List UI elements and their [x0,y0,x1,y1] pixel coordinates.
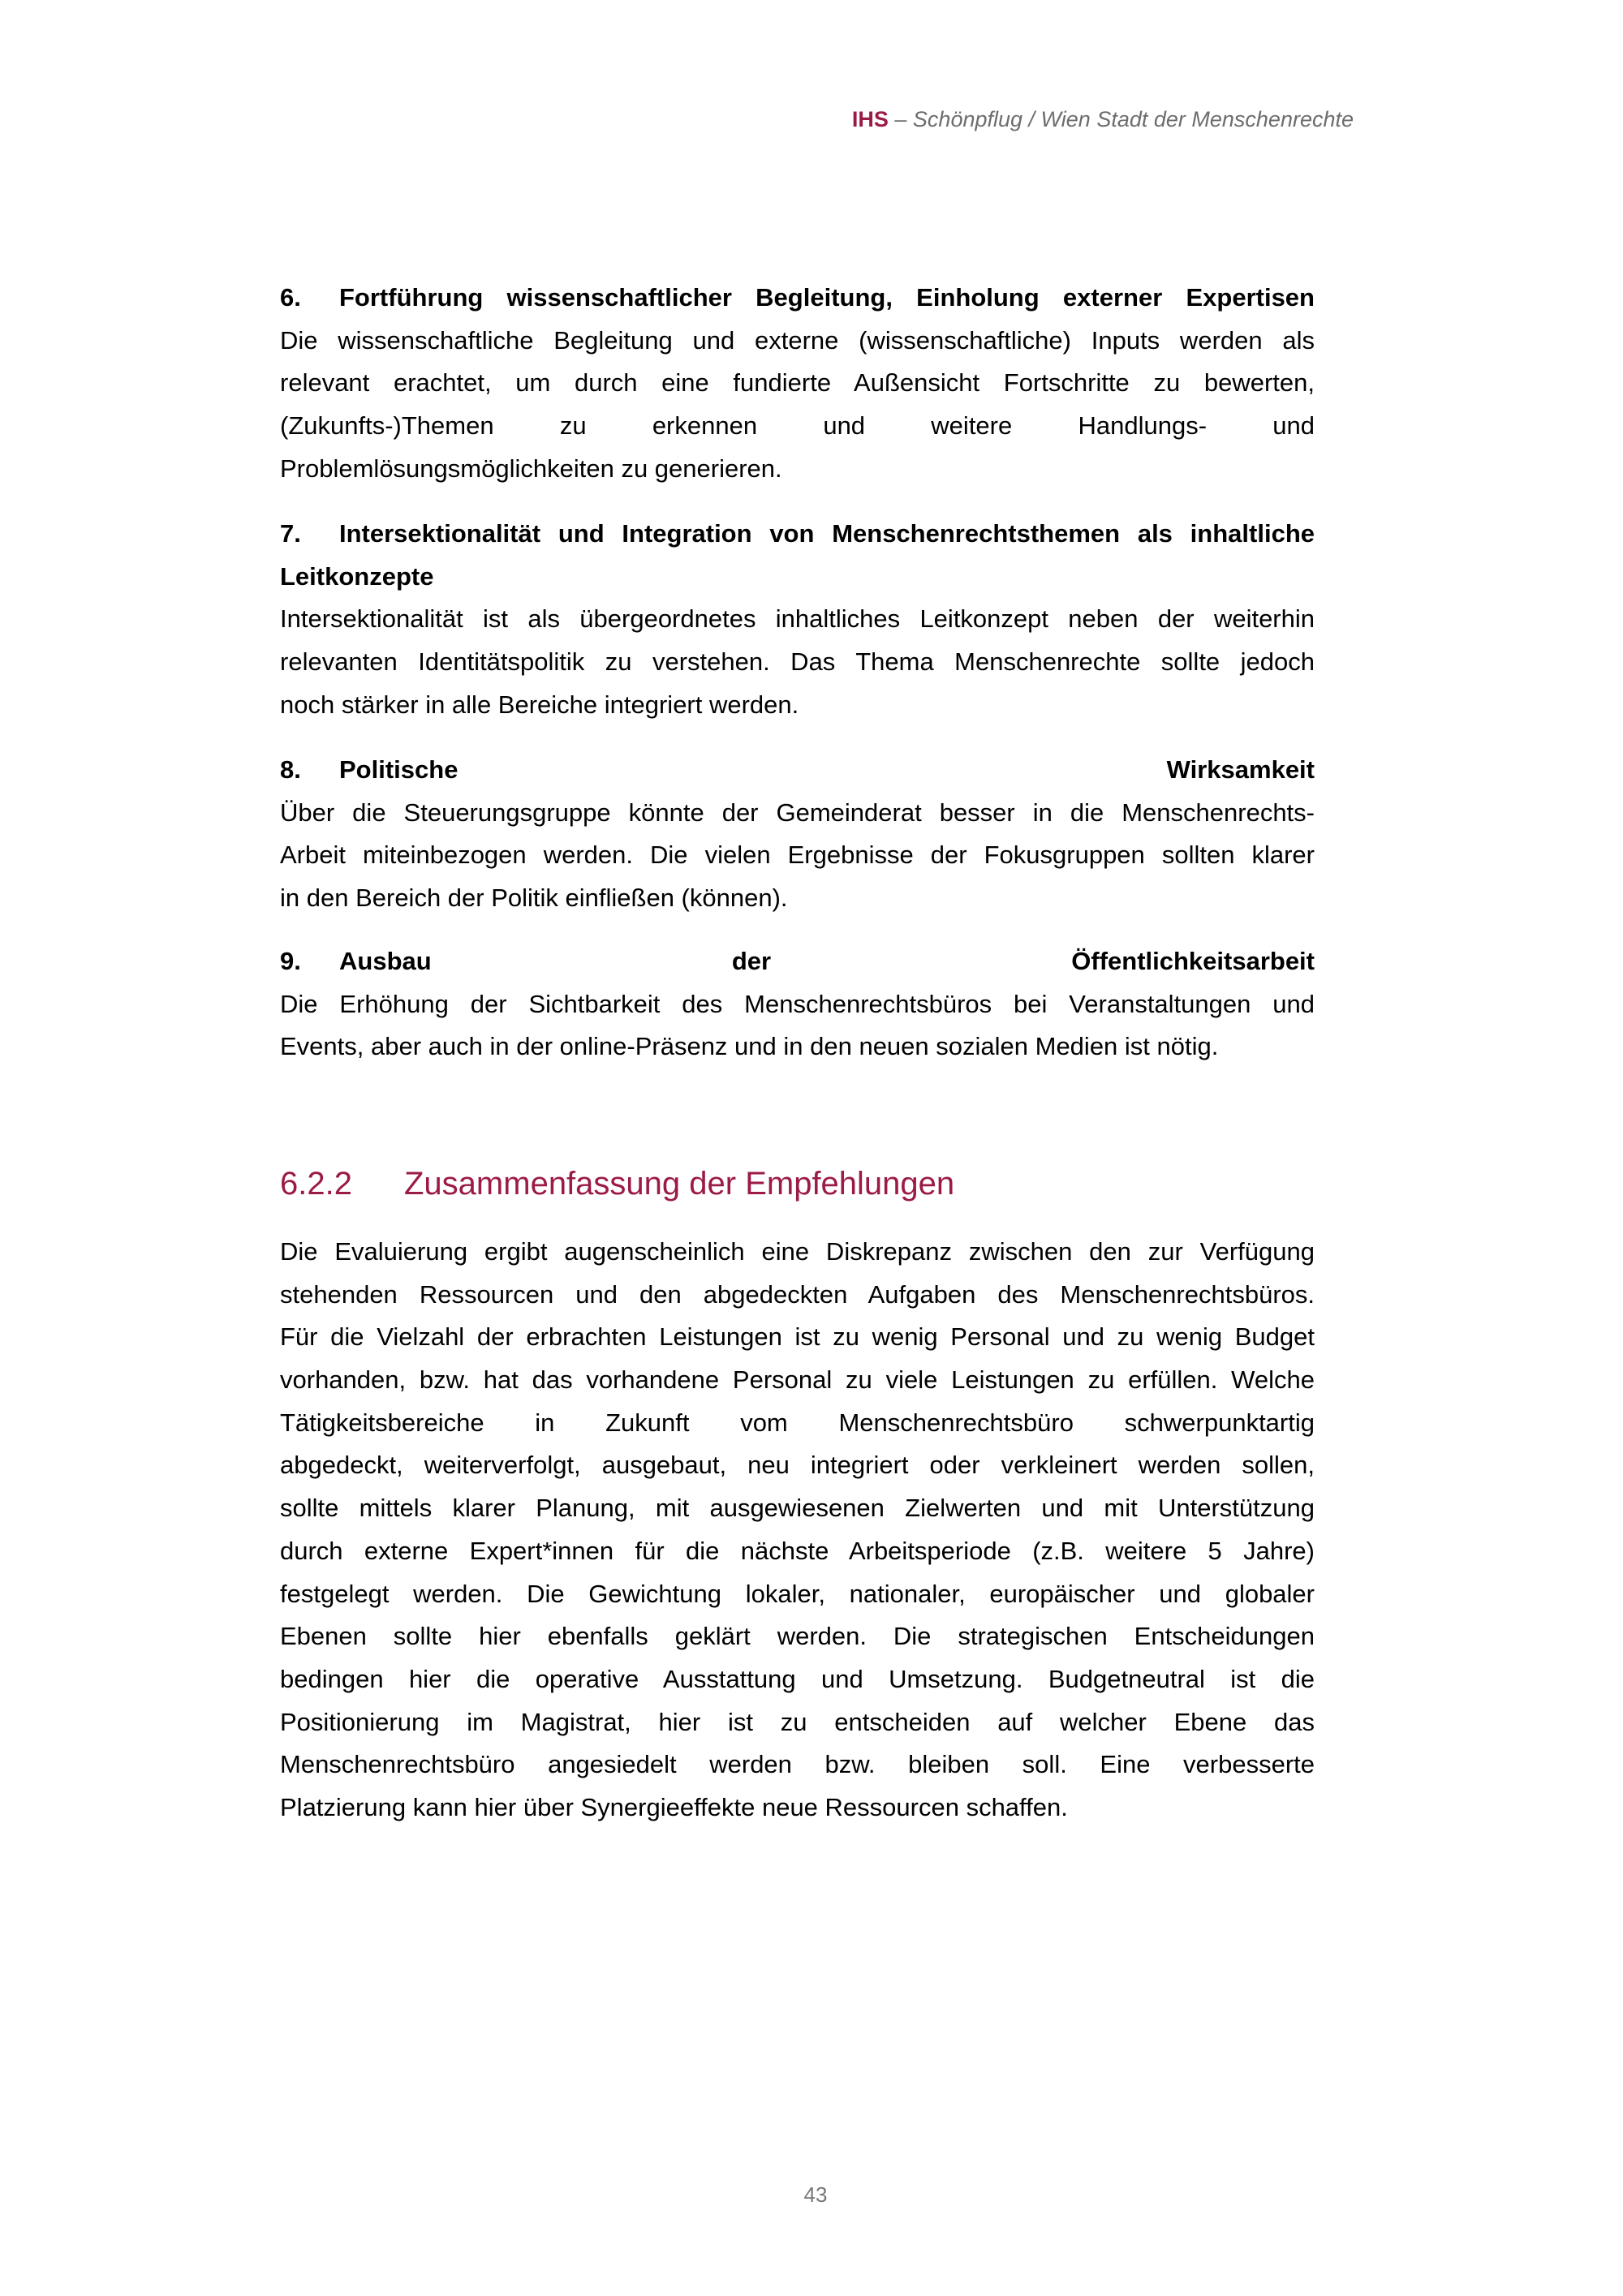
running-header [852,107,1354,132]
item-title-text: Politische Wirksamkeit [339,755,1315,784]
text-line: Positionierung im Magistrat, hier ist zu entscheiden auf welcher Ebene das [280,1707,1315,1736]
text-line: in den Bereich der Politik einfließen (können). [280,884,788,913]
text-line: stehenden Ressourcen und den abgedeckten Aufgaben des Menschenrechtsbüros. [280,1279,1315,1309]
item-title [280,749,1315,792]
text-line: Menschenrechtsbüro angesiedelt werden bzw. bleiben soll. Eine verbesserte [280,1750,1315,1779]
section-heading [280,1166,954,1202]
item-title [280,940,1315,983]
text-line: abgedeckt, weiterverfolgt, ausgebaut, neu integriert oder verkleinert werden sollen, [280,1451,1315,1480]
recommendation-item [280,513,1315,726]
item-title-text: Intersektionalität und Integration von Menschenrechtsthemen als inhaltliche [339,519,1315,548]
text-line: relevant erachtet, um durch eine fundierte Außensicht Fortschritte zu bewerten, [280,368,1315,398]
text-line: Platzierung kann hier über Synergieeffekte neue Ressourcen schaffen. [280,1792,1068,1821]
text-line: Intersektionalität ist als übergeordnetes inhaltliches Leitkonzept neben der weiterhin [280,604,1315,634]
text-line: bedingen hier die operative Ausstattung und Umsetzung. Budgetneutral ist die [280,1664,1315,1693]
section-number: 6.2.2 [280,1166,352,1202]
item-body [280,598,1315,726]
item-body [280,983,1315,1068]
text-line: Tätigkeitsbereiche in Zukunft vom Menschenrechtsbüro schwerpunktartig [280,1408,1315,1437]
item-title-text: Leitkonzepte [280,561,434,591]
text-line: Für die Vielzahl der erbrachten Leistungen ist zu wenig Personal und zu wenig Budget [280,1322,1315,1352]
item-number: 6. [280,283,301,312]
text-line: Problemlösungsmöglichkeiten zu generieren. [280,454,782,483]
item-title [280,277,1315,320]
item-body [280,792,1315,920]
page-number: 43 [803,2182,828,2207]
text-line: Über die Steuerungsgruppe könnte der Gemeinderat besser in die Menschenrechts- [280,798,1315,827]
summary-paragraph [280,1231,1315,1829]
header-org: IHS [851,107,889,131]
text-line: Events, aber auch in der online-Präsenz und in den neuen sozialen Medien ist nötig. [280,1032,1219,1061]
header-title: – Schönpflug / Wien Stadt der Menschenrechte [888,107,1354,131]
item-title [280,556,1315,599]
text-line: Die wissenschaftliche Begleitung und externe (wissenschaftliche) Inputs werden als [280,325,1315,355]
text-line: Arbeit miteinbezogen werden. Die vielen Ergebnisse der Fokusgruppen sollten klarer [280,841,1315,870]
text-line: relevanten Identitätspolitik zu verstehen. Das Thema Menschenrechte sollte jedoch [280,647,1315,677]
item-number: 9. [280,947,301,975]
item-title-text: Fortführung wissenschaftlicher Begleitung, Einholung externer Expertisen [339,283,1315,312]
text-line: (Zukunfts-)Themen zu erkennen und weitere Handlungs- und [280,411,1315,441]
item-number: 7. [280,519,301,548]
recommendation-item [280,749,1315,920]
text-line: durch externe Expert*innen für die nächste Arbeitsperiode (z.B. weitere 5 Jahre) [280,1536,1315,1565]
text-line: Die Erhöhung der Sichtbarkeit des Menschenrechtsbüros bei Veranstaltungen und [280,989,1315,1018]
text-line: noch stärker in alle Bereiche integriert werden. [280,690,799,719]
text-line: Die Evaluierung ergibt augenscheinlich eine Diskrepanz zwischen den zur Verfügung [280,1237,1315,1266]
item-title [280,513,1315,556]
item-number: 8. [280,755,301,784]
recommendation-item [280,277,1315,490]
item-body [280,320,1315,491]
section-title: Zusammenfassung der Empfehlungen [404,1166,955,1202]
text-line: Ebenen sollte hier ebenfalls geklärt werden. Die strategischen Entscheidungen [280,1622,1315,1651]
recommendation-item [280,940,1315,1068]
item-title-text: Ausbau der Öffentlichkeitsarbeit [339,947,1315,975]
text-line: vorhanden, bzw. hat das vorhandene Personal zu viele Leistungen zu erfüllen. Welche [280,1365,1315,1395]
text-line: sollte mittels klarer Planung, mit ausgewiesenen Zielwerten und mit Unterstützung [280,1494,1315,1523]
text-line: festgelegt werden. Die Gewichtung lokaler, nationaler, europäischer und globaler [280,1579,1315,1608]
